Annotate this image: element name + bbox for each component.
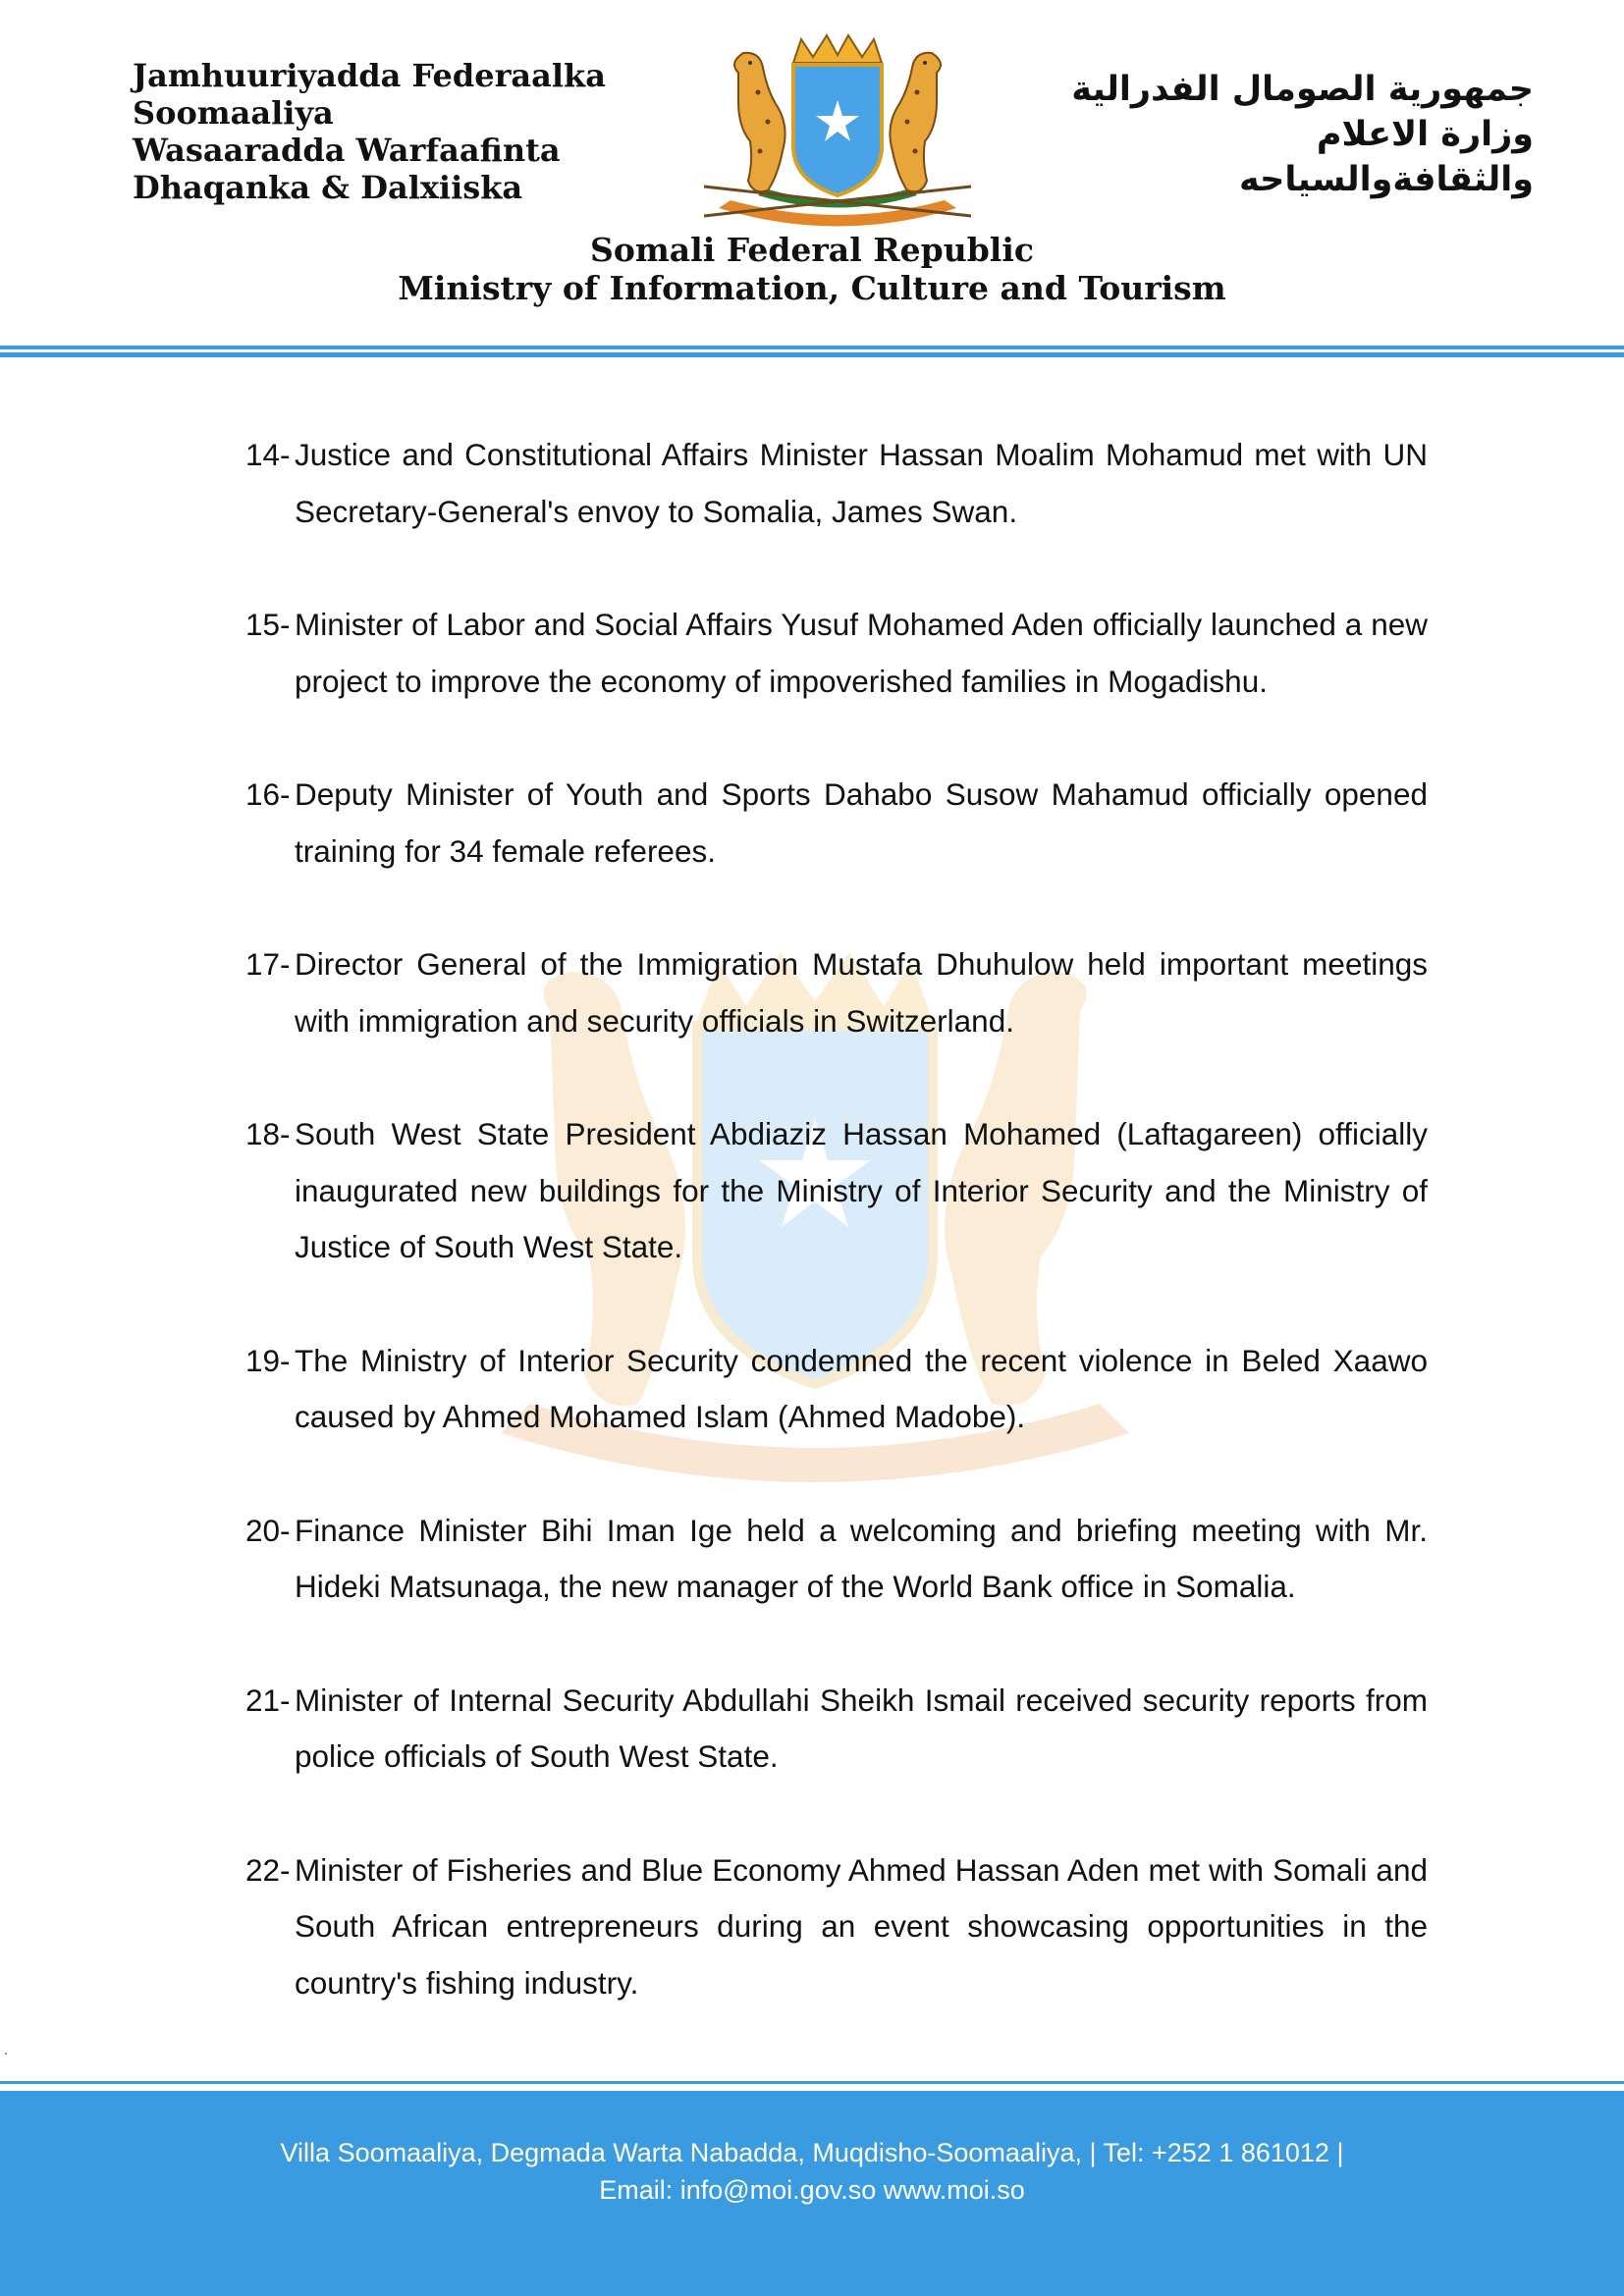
- footer-divider: [0, 2081, 1624, 2084]
- item-number: 15-: [245, 607, 291, 642]
- list-item: [245, 1673, 1428, 1786]
- header-divider-bottom: [0, 352, 1624, 357]
- item-number: 16-: [245, 776, 291, 812]
- header-arabic-line: وزارة الاعلام: [1316, 115, 1534, 154]
- header-divider-top: [0, 346, 1624, 349]
- list-item: [245, 597, 1428, 710]
- news-list: [245, 427, 1428, 2068]
- footer-address: Villa Soomaaliya, Degmada Warta Nabadda, Muqdisho-Soomaaliya, | Tel: +252 1 861012 |: [280, 2138, 1344, 2167]
- list-item: [245, 427, 1428, 540]
- list-item: [245, 1503, 1428, 1616]
- list-item: [245, 1106, 1428, 1276]
- item-text: Minister of Labor and Social Affairs Yusuf Mohamed Aden officially launched a new project to improve the economy of impoverished families in Mogadishu.: [295, 607, 1428, 699]
- header-somali-line: Jamhuuriyadda Federaalka: [133, 57, 606, 94]
- list-item: [245, 936, 1428, 1049]
- item-number: 19-: [245, 1342, 291, 1378]
- stray-mark: .: [4, 2042, 8, 2057]
- header-arabic-line: جمهورية الصومال الفدرالية: [1071, 70, 1534, 109]
- header-english-title: Somali Federal Republic: [590, 231, 1034, 269]
- header-arabic-block: [984, 67, 1534, 202]
- header-english-block: [0, 231, 1624, 307]
- item-number: 18-: [245, 1116, 291, 1151]
- header-somali-line: Soomaaliya: [133, 94, 334, 132]
- footer-contact: [0, 2134, 1624, 2209]
- list-item: [245, 1333, 1428, 1446]
- list-item: [245, 767, 1428, 880]
- list-item: [245, 1842, 1428, 2012]
- item-text: The Ministry of Interior Security condemned the recent violence in Beled Xaawo caused by Ahmed Mohamed Islam (Ahmed Madobe).: [295, 1342, 1428, 1434]
- item-number: 20-: [245, 1512, 291, 1548]
- header-arabic-line: والثقافةوالسياحه: [1238, 160, 1534, 199]
- item-text: Deputy Minister of Youth and Sports Dahabo Susow Mahamud officially opened training for 34 female referees.: [295, 776, 1428, 869]
- header-somali-block: [133, 57, 643, 206]
- item-text: South West State President Abdiaziz Hassan Mohamed (Laftagareen) officially inaugurated new buildings for the Ministry of Interior Security and the Ministry of Justice of South West State.: [295, 1116, 1428, 1264]
- item-number: 21-: [245, 1682, 291, 1718]
- item-number: 17-: [245, 946, 291, 982]
- footer-email-web: Email: info@moi.gov.so www.moi.so: [599, 2175, 1025, 2205]
- item-text: Justice and Constitutional Affairs Minister Hassan Moalim Mohamud met with UN Secretary-General's envoy to Somalia, James Swan.: [295, 437, 1428, 529]
- coat-of-arms-emblem: [699, 33, 976, 230]
- header-somali-line: Wasaaradda Warfaafinta: [133, 132, 561, 169]
- header-somali-line: Dhaqanka & Dalxiiska: [133, 169, 523, 206]
- item-text: Minister of Internal Security Abdullahi Sheikh Ismail received security reports from police officials of South West State.: [295, 1682, 1428, 1774]
- item-text: Minister of Fisheries and Blue Economy Ahmed Hassan Aden met with Somali and South African entrepreneurs during an event showcasing opportunities in the country's fishing industry.: [295, 1851, 1428, 2001]
- item-text: Director General of the Immigration Mustafa Dhuhulow held important meetings with immigration and security officials in Switzerland.: [295, 946, 1428, 1039]
- header-english-subtitle: Ministry of Information, Culture and Tourism: [398, 269, 1226, 307]
- item-number: 22-: [245, 1851, 291, 1888]
- item-text: Finance Minister Bihi Iman Ige held a welcoming and briefing meeting with Mr. Hideki Matsunaga, the new manager of the World Bank office in Somalia.: [295, 1512, 1428, 1604]
- item-number: 14-: [245, 437, 291, 472]
